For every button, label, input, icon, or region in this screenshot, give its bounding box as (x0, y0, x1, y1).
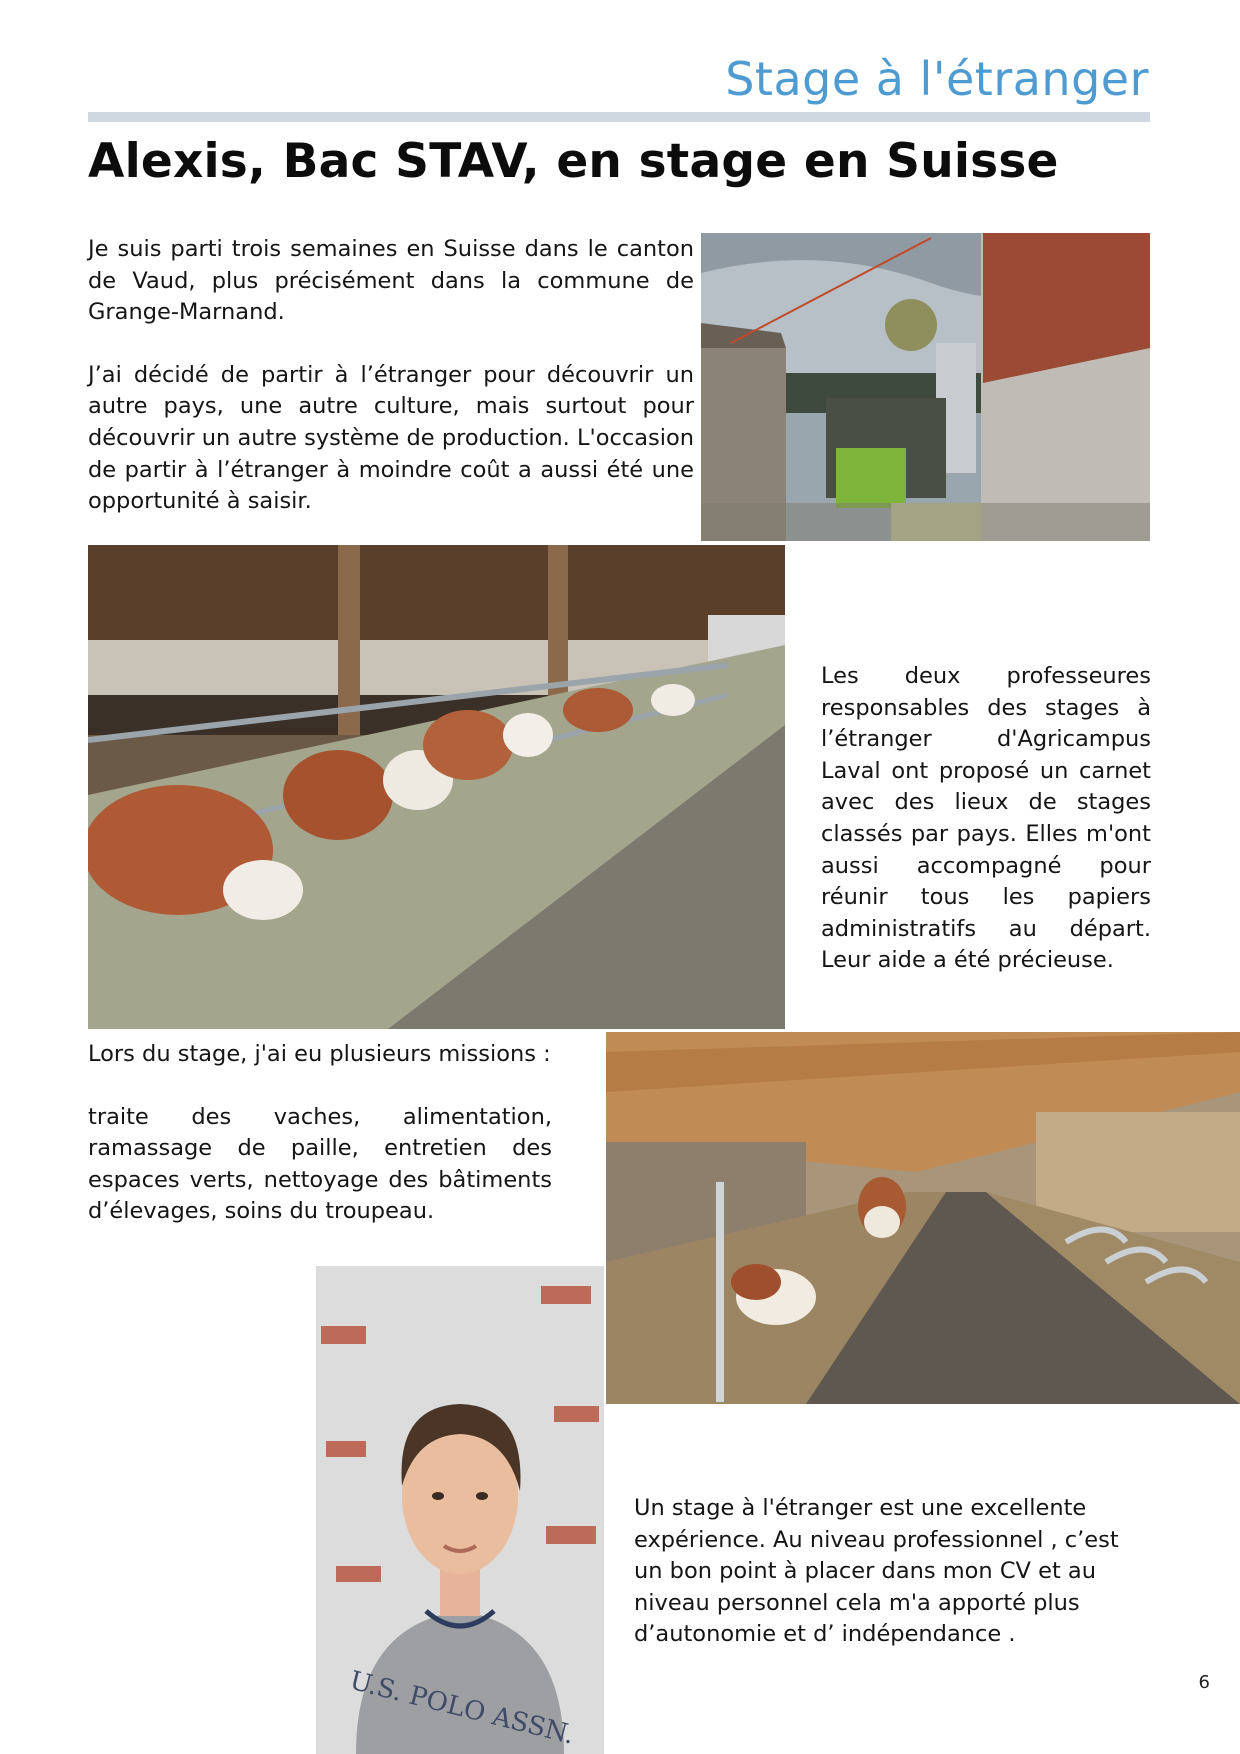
photo-cows-feeding (88, 545, 785, 1029)
photo-barn-aisle (606, 1032, 1240, 1404)
intro-paragraph-1: Je suis parti trois semaines en Suisse dans le canton de Vaud, plus précisément dans la commune de Grange-Marnand. (88, 236, 694, 326)
support-text-block (821, 661, 1151, 977)
conclusion-paragraph: Un stage à l'étranger est une excellente expérience. Au niveau professionnel , c’est un bon point à placer dans mon CV et au niveau personnel cela m'a apporté plus d’autonomie et d’ indépendance . (634, 1495, 1119, 1648)
photo-farmyard-baler (701, 233, 1150, 541)
missions-text-block (88, 1039, 552, 1228)
header-divider (88, 112, 1150, 122)
page-number: 6 (1198, 1672, 1210, 1693)
photo-portrait-alexis (316, 1266, 604, 1754)
missions-intro: Lors du stage, j'ai eu plusieurs missions : (88, 1041, 551, 1067)
support-paragraph: Les deux professeures responsables des stages à l’étranger d'Agricampus Laval ont proposé un carnet avec des lieux de stages classés par pays. Elles m'ont aussi accompagné pour réunir tous les papiers administratifs au départ. Leur aide a été précieuse. (821, 663, 1151, 974)
section-title: Stage à l'étranger (725, 52, 1149, 106)
page-title: Alexis, Bac STAV, en stage en Suisse (88, 134, 1059, 189)
portrait-shirt-text: U.S. POLO ASSN. (346, 1665, 578, 1751)
intro-text-block (88, 234, 694, 518)
missions-list: traite des vaches, alimentation, ramassage de paille, entretien des espaces verts, nettoyage des bâtiments d’élevages, soins du troupeau. (88, 1103, 552, 1225)
conclusion-text-block (634, 1493, 1151, 1651)
intro-paragraph-2: J’ai décidé de partir à l’étranger pour découvrir un autre pays, une autre culture, mais surtout pour découvrir un autre système de production. L'occasion de partir à l’étranger à moindre coût a aussi été une opportunité à saisir. (88, 361, 694, 515)
